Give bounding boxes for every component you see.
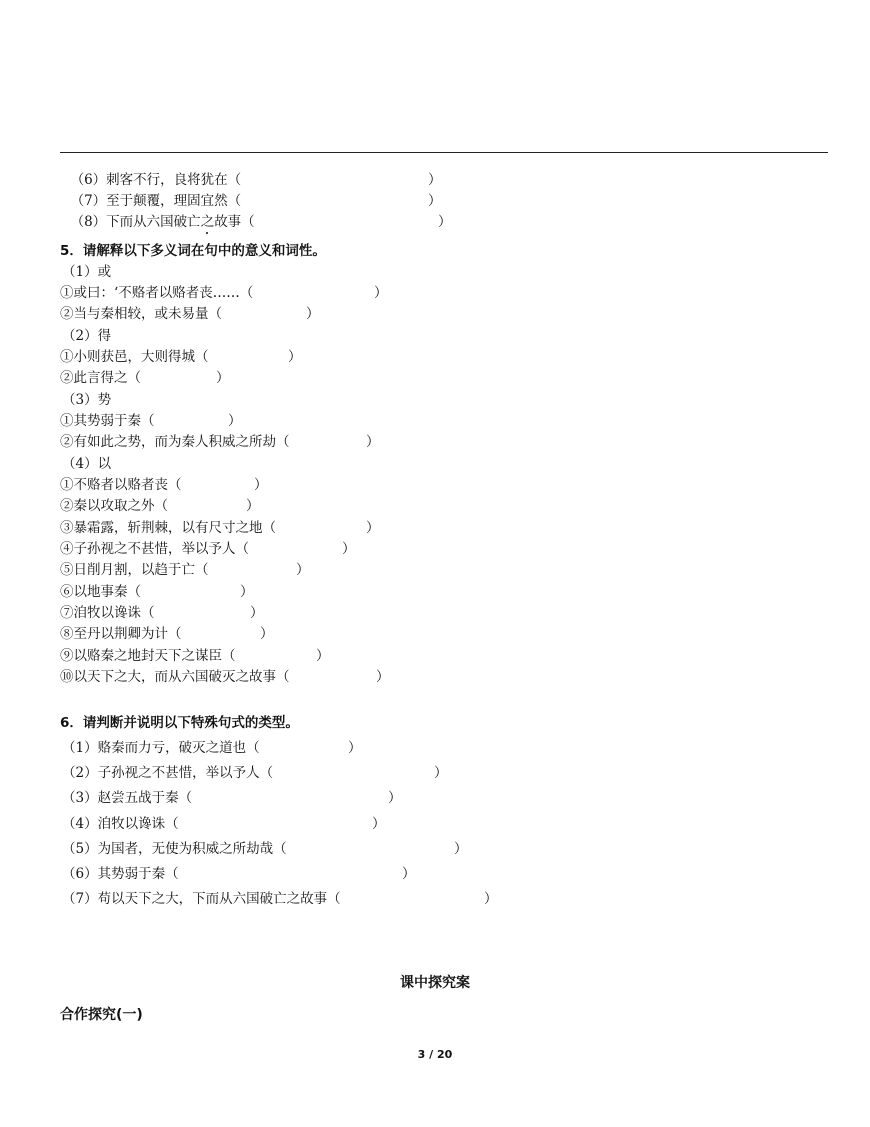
section-title: 课中探究案 [400,975,470,991]
q6-title: 6．请判断并说明以下特殊句式的类型。 [60,715,299,731]
q6-line: （4）洎牧以谗诛（ ） [62,816,386,832]
q6-line: （7）苟以天下之大，下而从六国破亡之故事（ ） [62,891,498,907]
q5-line: ⑧至丹以荆卿为计（ ） [60,626,274,642]
q5-line: ⑦洎牧以谗诛（ ） [60,605,264,621]
q5-line: （1）或 [62,264,112,280]
q6-line: （3）赵尝五战于秦（ ） [62,790,402,806]
q6-line: （1）赂秦而力亏，破灭之道也（ ） [62,740,362,756]
q6-line: （2）子孙视之不甚惜，举以予人（ ） [62,765,448,781]
q5-line: ①不赂者以赂者丧（ ） [60,477,268,493]
header-rule [60,152,828,153]
top-item-7: （7）至于颠覆，理固宜然（ ） [70,192,442,209]
q5-line: ②此言得之（ ） [60,370,230,386]
q5-line: ④子孙视之不甚惜，举以予人（ ） [60,541,356,557]
q5-line: ①小则获邑，大则得城（ ） [60,349,302,365]
q5-line: ①其势弱于秦（ ） [60,413,242,429]
q5-line: ②有如此之势，而为秦人积威之所劫（ ） [60,434,380,450]
q5-line: （4）以 [62,456,112,472]
q5-line: ⑨以赂秦之地封天下之谋臣（ ） [60,648,330,664]
q6-line: （5）为国者，无使为积威之所劫哉（ ） [62,841,468,857]
q5-line: ⑩以天下之大，而从六国破灭之故事（ ） [60,669,390,685]
q5-line: （2）得 [62,328,112,344]
q5-title: 5．请解释以下多义词在句中的意义和词性。 [60,243,326,259]
emphasis-dot-char: 之 [200,213,215,230]
subsection-title: 合作探究(一) [60,1007,143,1023]
q5-line: （3）势 [62,392,112,408]
top-item-8: （8）下而从六国破亡之故事（ ） [70,213,452,230]
top-item-6: （6）刺客不行，良将犹在（ ） [70,171,442,188]
q5-line: ⑥以地事秦（ ） [60,584,254,600]
q5-line: ②秦以攻取之外（ ） [60,498,260,514]
q5-line: ⑤日削月割，以趋于亡（ ） [60,562,310,578]
q5-line: ③暴霜露，斩荆棘，以有尺寸之地（ ） [60,520,380,536]
q5-line: ①或曰：‘不赂者以赂者丧……（ ） [60,285,388,301]
page-number: 3 / 20 [417,1048,453,1061]
q6-line: （6）其势弱于秦（ ） [62,866,416,882]
q5-line: ②当与秦相较，或未易量（ ） [60,306,320,322]
